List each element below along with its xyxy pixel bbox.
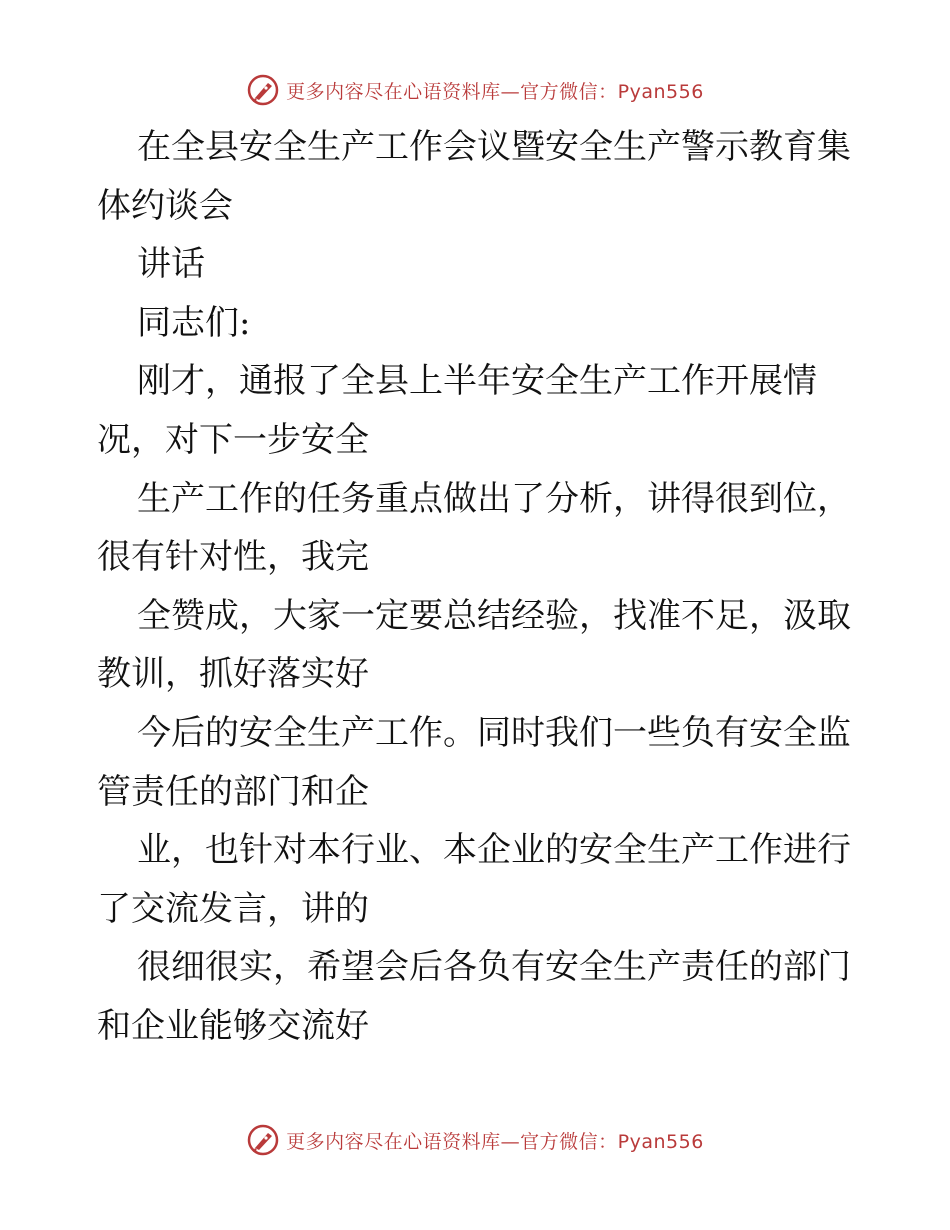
text-line: 业，也针对本行业、本企业的安全生产工作进行 — [137, 830, 851, 871]
watermark-text: 更多内容尽在心语资料库—官方微信：Pyan556 — [286, 80, 704, 103]
text-line: 体约谈会 — [97, 185, 233, 226]
header-watermark — [0, 70, 950, 110]
text-line: 在全县安全生产工作会议暨安全生产警示教育集 — [137, 127, 851, 167]
text-line: 教训，抓好落实好 — [97, 654, 369, 695]
text-line: 讲话 — [137, 244, 205, 285]
text-line: 很有针对性，我完 — [97, 537, 369, 578]
text-line: 管责任的部门和企 — [97, 771, 369, 812]
text-line: 了交流发言，讲的 — [97, 888, 369, 929]
text-line: 同志们: — [137, 302, 251, 343]
pen-logo-icon — [246, 1123, 280, 1157]
footer-watermark — [0, 1120, 950, 1160]
text-line: 生产工作的任务重点做出了分析，讲得很到位， — [137, 478, 851, 519]
text-line: 全赞成，大家一定要总结经验，找准不足，汲取 — [137, 595, 851, 636]
text-line: 况，对下一步安全 — [97, 419, 369, 460]
watermark-text: 更多内容尽在心语资料库—官方微信：Pyan556 — [286, 1130, 704, 1153]
text-line: 今后的安全生产工作。同时我们一些负有安全监 — [137, 712, 851, 753]
text-line: 很细很实，希望会后各负有安全生产责任的部门 — [137, 947, 851, 988]
text-line: 刚才，通报了全县上半年安全生产工作开展情 — [137, 361, 817, 402]
text-line: 和企业能够交流好 — [97, 1005, 369, 1046]
document-body — [97, 118, 857, 1056]
pen-logo-icon — [246, 73, 280, 107]
